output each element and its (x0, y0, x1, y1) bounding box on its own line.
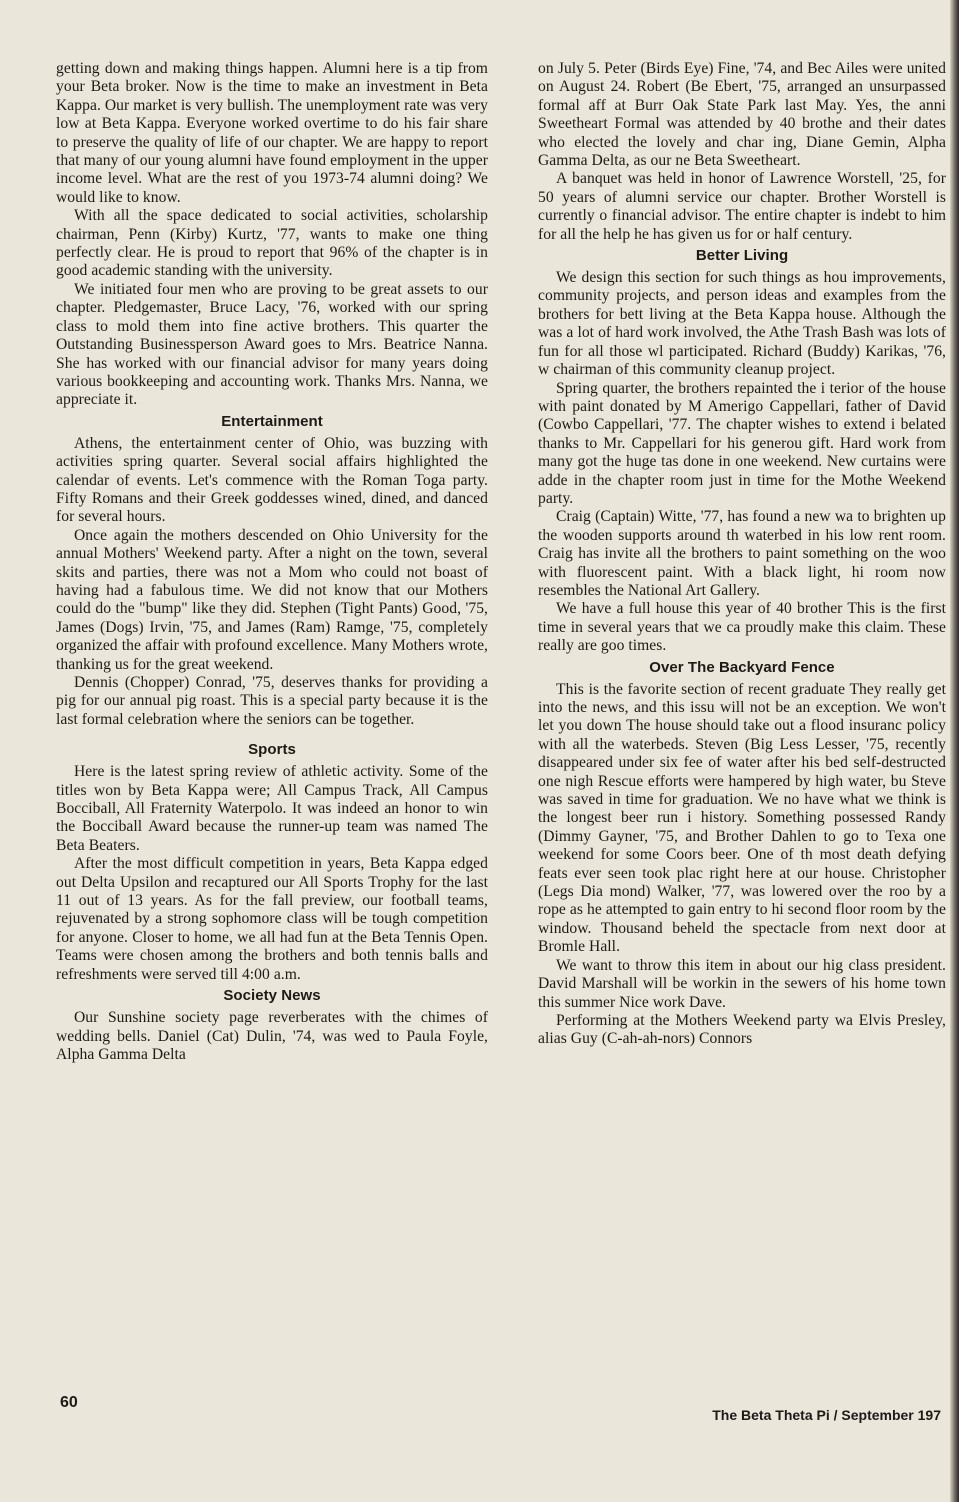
paragraph: We design this section for such things as hou improvements, community projects, and person ideas and examples from the brothers for bett living at the Beta Kappa house. Although the was a lot of hard work involved, the Athe Trash Bash was lots of fun for all those wl participated. Richard (Buddy) Karikas, '76, w chairman of this community cleanup project. (538, 269, 946, 379)
paragraph: Craig (Captain) Witte, '77, has found a new wa to brighten up the wooden supports around th waterbed in his low rent room. Craig has invite all the brothers to paint something on the woo with fluorescent paint. With a black light, hi room now resembles the National Art Gallery. (538, 508, 946, 599)
paragraph: Dennis (Chopper) Conrad, '75, deserves thanks for providing a pig for our annual pig roast. This is a special party because it is the last formal celebration where the seniors can be together. (56, 674, 488, 728)
paragraph: This is the favorite section of recent graduate They really get into the news, and this issu will not be an exception. We won't let you down The house should take out a flood insuranc policy with all the waterbeds. Steven (Big Less Lesser, '75, recently disappeared under six fee of water after his bed self-destructed one nigh Rescue efforts were hampered by high water, bu Steve was saved in time for graduation. We no have what we think is the longest beer run i history. Something possessed Randy (Dimmy Gayner, '75, and Brother Dahlen to go to Texa one weekend for some Coors beer. One of th most death defying feats ever seen took plac right here at our house. Christopher (Legs Dia mond) Walker, '77, was lowered over the roo by a rope as he attempted to gain entry to hi second floor room by the window. Thousand beheld the spectacle from next door at Bromle Hall. (538, 680, 946, 956)
section-heading-society-news: Society News (223, 987, 321, 1005)
page-binding-edge (950, 0, 959, 1502)
paragraph: We have a full house this year of 40 brother This is the first time in several years that we ca proudly make this claim. These really are goo times. (538, 600, 946, 655)
paragraph: After the most difficult competition in years, Beta Kappa edged out Delta Upsilon and recaptured our All Sports Trophy for the last 11 out of 13 years. As for the fall preview, our football teams, rejuvenated by a strong sophomore class will be tough competition for anyone. Closer to home, we all had fun at the Beta Tennis Open. Teams were chosen among the brothers and both tennis balls and refreshments were served till 4:00 a.m. (56, 855, 488, 983)
paragraph: getting down and making things happen. Alumni here is a tip from your Beta broker. Now is the time to make an investment in Beta Kappa. Our market is very bullish. The unemployment rate was very low at Beta Kappa. Everyone worked overtime to do his fair share to preserve the quality of life of our chapter. We are happy to report that many of our young alumni have found employment in the upper income level. What are the rest of you 1973-74 alumni doing? We would like to know. (56, 60, 488, 206)
paragraph: Here is the latest spring review of athletic activity. Some of the titles won by Beta Kappa were; All Campus Track, All Campus Bocciball, All Fraternity Waterpolo. It was indeed an honor to win the Bocciball Award because the runner-up team was named The Beta Beaters. (56, 763, 488, 854)
paragraph: on July 5. Peter (Birds Eye) Fine, '74, and Bec Ailes were united on August 24. Robert (Be Ebert, '75, arranged an unsurpassed formal aff at Burr Oak State Park last May. Yes, the anni Sweetheart Formal was attended by 40 brothe and their dates who elected the lovely and char ing, Diane Gemin, Alpha Gamma Delta, as our ne Beta Sweetheart. (538, 60, 946, 170)
right-column (538, 60, 946, 1049)
section-heading-sports: Sports (248, 741, 296, 759)
left-column (56, 60, 488, 1064)
paragraph: Our Sunshine society page reverberates with the chimes of wedding bells. Daniel (Cat) Dulin, '74, was wed to Paula Foyle, Alpha Gamma Delta (56, 1009, 488, 1063)
paragraph: A banquet was held in honor of Lawrence Worstell, '25, for 50 years of alumni service our chapter. Brother Worstell is currently o financial advisor. The entire chapter is indebt to him for all the help he has given us for or half century. (538, 170, 946, 243)
paragraph: Spring quarter, the brothers repainted the i terior of the house with paint donated by M Amerigo Cappellari, father of David (Cowbo Cappellari, '77. The chapter wishes to extend i belated thanks to Mr. Cappellari for his generou gift. Hard work from many got the huge tas done in one weekend. New curtains were adde in the chapter room just in time for the Mothe Weekend party. (538, 379, 946, 507)
page-number: 60 (60, 1394, 78, 1411)
paragraph: We initiated four men who are proving to be great assets to our chapter. Pledgemaster, Bruce Lacy, '76, worked with our spring class to mold them into fine active brothers. This quarter the Outstanding Businessperson Award goes to Mrs. Beatrice Nanna. She has worked with our financial advisor for many years doing various bookkeeping and accounting work. Thanks Mrs. Nanna, we appreciate it. (56, 280, 488, 409)
section-heading-backyard-fence: Over The Backyard Fence (649, 658, 835, 676)
paragraph: Once again the mothers descended on Ohio University for the annual Mothers' Weekend party. After a night on the town, several skits and parties, there was not a Mom who could not boast of having had a fabulous time. We did not know that our Mothers could do the "bump" like they did. Stephen (Tight Pants) Good, '75, James (Dogs) Irvin, '75, and James (Ram) Ramge, '75, completely organized the affair with profound excellence. Many Mothers wrote, thanking us for the great weekend. (56, 526, 488, 673)
paragraph: Performing at the Mothers Weekend party wa Elvis Presley, alias Guy (C-ah-ah-nors) Connors (538, 1011, 946, 1048)
paragraph: We want to throw this item in about our hig class president. David Marshall will be workin in the sewers of his home town this summer Nice work Dave. (538, 956, 946, 1011)
section-heading-entertainment: Entertainment (221, 412, 323, 430)
section-heading-better-living: Better Living (695, 247, 789, 265)
running-footer: The Beta Theta Pi / September 197 (712, 1407, 941, 1423)
paragraph: With all the space dedicated to social activities, scholarship chairman, Penn (Kirby) Kurtz, '77, wants to make one thing perfectly clear. He is proud to report that 96% of the chapter is in good academic standing with the university. (56, 207, 488, 280)
paragraph: Athens, the entertainment center of Ohio, was buzzing with activities spring quarter. Several social affairs highlighted the calendar of events. Let's commence with the Roman Toga party. Fifty Romans and their Greek goddesses wined, dined, and danced for several hours. (56, 434, 488, 526)
